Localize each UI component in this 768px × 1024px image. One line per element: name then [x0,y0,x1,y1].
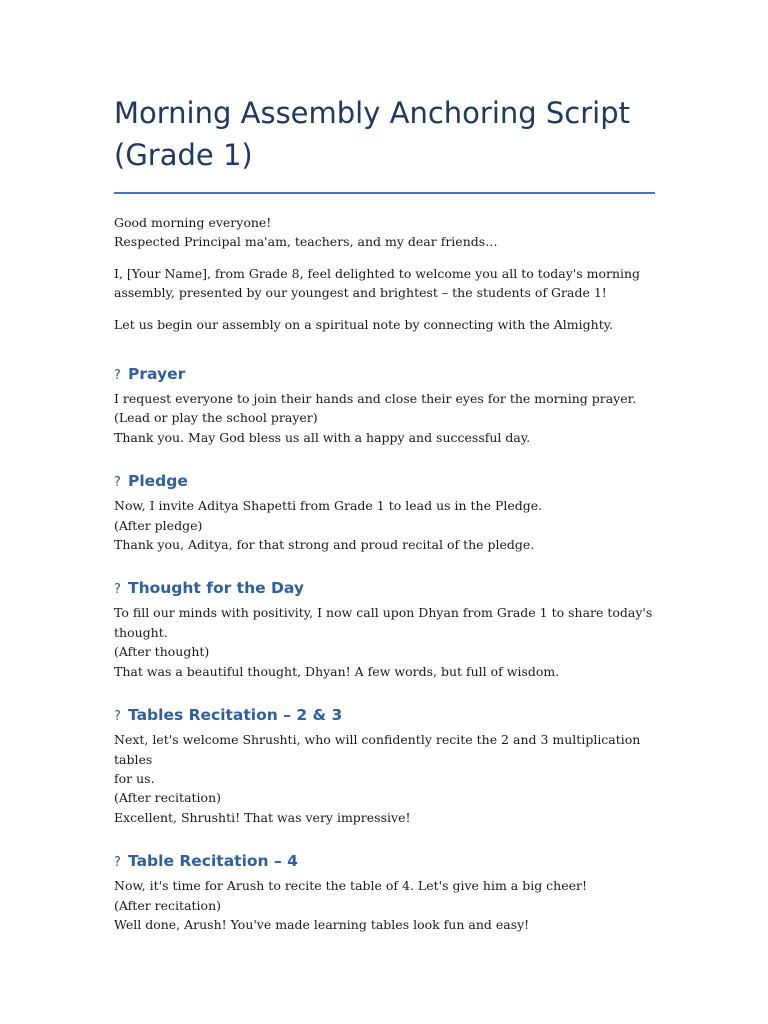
body-line: I request everyone to join their hands and close their eyes for the morning prayer. [114,391,637,407]
section-heading-text: Table Recitation – 4 [128,852,298,871]
body-line: Now, I invite Aditya Shapetti from Grade 1 to lead us in the Pledge. [114,498,543,514]
pledge-icon: ? [114,475,121,491]
section-heading-table-4 [114,851,654,873]
body-line: thought. [114,624,168,640]
document-title [114,92,654,176]
welcome-line-2: assembly, presented by our youngest and brightest – the students of Grade 1! [114,285,607,301]
tables-icon: ? [114,709,121,725]
body-line: To fill our minds with positivity, I now call upon Dhyan from Grade 1 to share today's [114,605,653,621]
greeting-line-1: Good morning everyone! [114,215,272,230]
section-heading-text: Thought for the Day [128,579,304,598]
thought-icon: ? [114,582,121,598]
section-body [114,389,654,447]
body-line: for us. [114,770,155,786]
section-prayer [114,364,654,447]
body-line: (After thought) [114,644,210,660]
section-heading-text: Tables Recitation – 2 & 3 [128,706,343,725]
body-line: (Lead or play the school prayer) [114,410,318,426]
begin-paragraph: Let us begin our assembly on a spiritual note by connecting with the Almighty. [114,316,614,332]
body-line: Thank you, Aditya, for that strong and proud recital of the pledge. [114,537,535,553]
section-body [114,730,654,827]
section-thought [114,578,654,681]
section-tables-2-3 [114,705,654,827]
welcome-paragraph [114,264,654,303]
body-line: (After recitation) [114,897,222,913]
body-line: (After recitation) [114,790,222,806]
document-page [114,92,654,934]
body-line: That was a beautiful thought, Dhyan! A few words, but full of wisdom. [114,663,560,679]
section-heading-text: Pledge [128,472,188,491]
body-line: Now, it's time for Arush to recite the table of 4. Let's give him a big cheer! [114,878,588,894]
body-line: (After pledge) [114,517,203,533]
section-heading-thought [114,578,654,600]
section-body [114,876,654,934]
prayer-icon: ? [114,368,121,384]
section-body [114,496,654,554]
body-line: Well done, Arush! You've made learning tables look fun and easy! [114,916,530,932]
section-heading-tables-2-3 [114,705,654,727]
section-pledge [114,471,654,554]
greeting-line-2: Respected Principal ma'am, teachers, and my dear friends… [114,234,498,250]
section-table-4 [114,851,654,934]
greeting-paragraph [114,213,654,252]
title-line-1: Morning Assembly Anchoring Script [114,96,630,130]
section-heading-text: Prayer [128,365,186,384]
body-line: Thank you. May God bless us all with a happy and successful day. [114,429,531,445]
title-line-2: (Grade 1) [114,138,253,172]
body-line: Next, let's welcome Shrushti, who will confidently recite the 2 and 3 multiplication tables [114,732,641,767]
section-heading-pledge [114,471,654,493]
title-underline [114,192,655,194]
section-heading-prayer [114,364,654,386]
body-line: Excellent, Shrushti! That was very impressive! [114,809,411,825]
table-icon: ? [114,855,121,871]
welcome-line-1: I, [Your Name], from Grade 8, feel delighted to welcome you all to today's morning [114,265,641,281]
section-body [114,603,654,681]
